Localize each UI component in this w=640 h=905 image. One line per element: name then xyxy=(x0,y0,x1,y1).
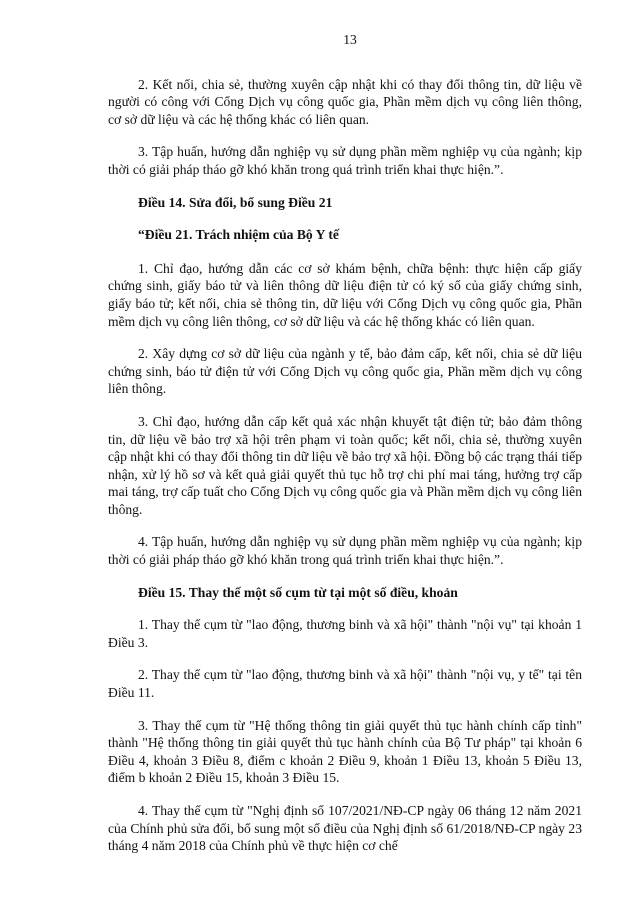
article-heading: Điều 14. Sửa đổi, bổ sung Điều 21 xyxy=(138,194,333,210)
paragraph: 2. Thay thế cụm từ "lao động, thương binh và xã hội" thành "nội vụ, y tế" tại tên Điều 11. xyxy=(108,667,582,701)
paragraph: 1. Thay thế cụm từ "lao động, thương binh và xã hội" thành "nội vụ" tại khoản 1 Điều 3. xyxy=(108,617,582,650)
paragraph: 3. Chỉ đạo, hướng dẫn cấp kết quả xác nhận khuyết tật điện tử; bảo đảm thông tin, dữ liệu về bảo trợ xã hội trên phạm vi toàn quốc; kết nối, chia sẻ, thường xuyên cập nhật khi có thay đổi thông tin dữ liệu về bảo trợ xã hội. Đồng bộ các trạng thái tiếp nhận, xử lý hồ sơ và kết quả giải quyết thủ tục hỗ trợ chi phí mai táng, hưởng trợ cấp mai táng, trợ cấp tuất cho Cổng Dịch vụ công quốc gia và Phần mềm dịch vụ công liên thông. xyxy=(108,413,582,517)
paragraph: 2. Kết nối, chia sẻ, thường xuyên cập nhật khi có thay đổi thông tin, dữ liệu về người có công với Cổng Dịch vụ công quốc gia, Phần mềm dịch vụ công liên thông, cơ sở dữ liệu và các hệ thống khác có liên quan. xyxy=(108,76,582,127)
paragraph: 4. Thay thế cụm từ "Nghị định số 107/2021/NĐ-CP ngày 06 tháng 12 năm 2021 của Chính phủ sửa đổi, bổ sung một số điều của Nghị định số 61/2018/NĐ-CP ngày 23 tháng 4 năm 2018 của Chính phủ về thực hiện cơ chế xyxy=(108,803,582,854)
paragraph: 4. Tập huấn, hướng dẫn nghiệp vụ sử dụng phần mềm nghiệp vụ của ngành; kịp thời có giải pháp tháo gỡ khó khăn trong quá trình triển khai thực hiện.”. xyxy=(108,534,582,568)
paragraph: 3. Thay thế cụm từ "Hệ thống thông tin giải quyết thủ tục hành chính cấp tỉnh" thành "Hệ thống thông tin giải quyết thủ tục hành chính của Bộ Tư pháp" tại khoản 6 Điều 4, khoản 3 Điều 8, điểm c khoản 2 Điều 9, khoản 1 Điều 13, khoản 5 Điều 13, điểm b khoản 2 Điều 15, khoản 3 Điều 15. xyxy=(108,717,582,786)
page-number: 13 xyxy=(343,32,357,47)
paragraph: 3. Tập huấn, hướng dẫn nghiệp vụ sử dụng phần mềm nghiệp vụ của ngành; kịp thời có giải pháp tháo gỡ khó khăn trong quá trình triển khai thực hiện.”. xyxy=(108,144,582,177)
article-heading: Điều 15. Thay thế một số cụm từ tại một số điều, khoản xyxy=(138,584,458,600)
paragraph: 1. Chỉ đạo, hướng dẫn các cơ sở khám bệnh, chữa bệnh: thực hiện cấp giấy chứng sinh, giấy báo tử và liên thông dữ liệu điện tử có ký số của giấy chứng sinh, giấy báo tử; kết nối, chia sẻ thông tin, dữ liệu với Cổng Dịch vụ công quốc gia, Phần mềm dịch vụ công liên thông, cơ sở dữ liệu và các hệ thống khác có liên quan. xyxy=(108,260,582,329)
article-heading: “Điều 21. Trách nhiệm của Bộ Y tế xyxy=(138,227,339,243)
paragraph: 2. Xây dựng cơ sở dữ liệu của ngành y tế, bảo đảm cấp, kết nối, chia sẻ dữ liệu chứng sinh, báo tử điện tử với Cổng Dịch vụ công quốc gia, Phần mềm dịch vụ công liên thông. xyxy=(108,346,582,397)
